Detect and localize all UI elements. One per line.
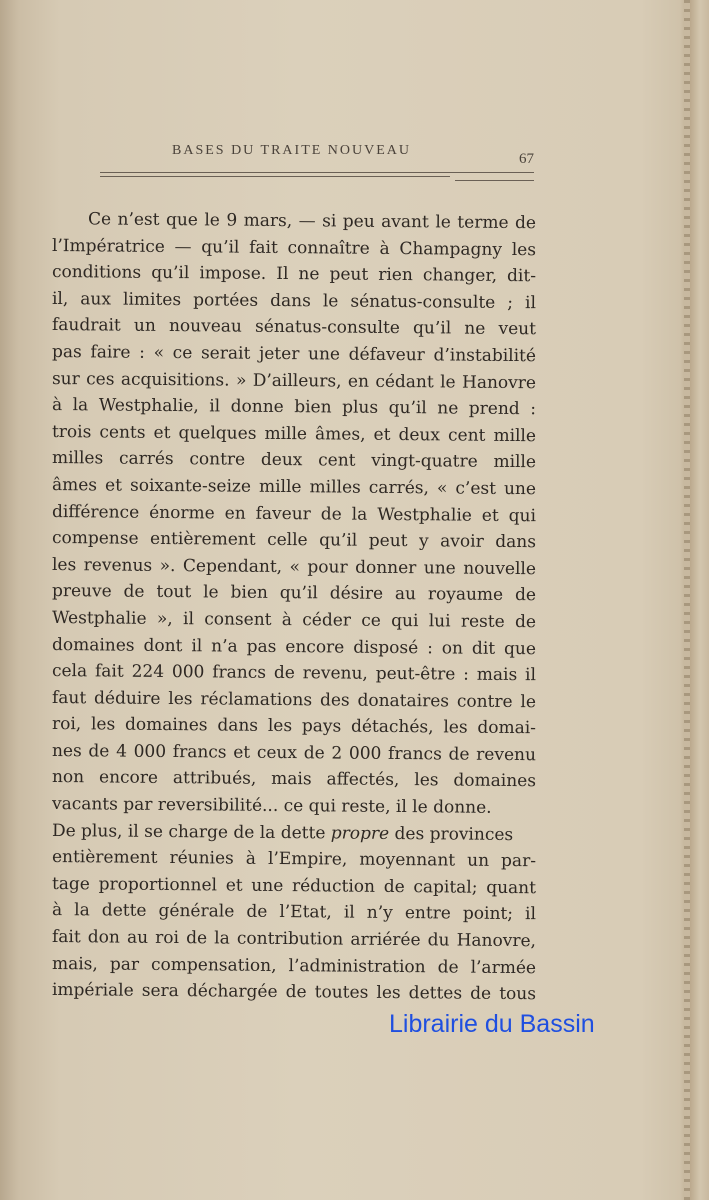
text-line: l’Impératrice — qu’il fait connaître à Champagny les [51,235,537,260]
body-text [52,206,536,1004]
header-rule [100,172,534,173]
text-line: à la Westphalie, il donne bien plus qu’il ne prend : [51,395,537,420]
text-line: preuve de tout le bien qu’il désire au royaume de [51,581,537,606]
page-edge [684,0,690,1200]
header-rule-double [100,176,450,177]
text-line: les revenus ». Cependant, « pour donner une nouvelle [51,554,537,579]
text-line: Ce n’est que le 9 mars, — si peu avant le terme de [87,209,537,234]
text-line: Westphalie », il consent à céder ce qui lui reste de [51,607,537,633]
text-line: domaines dont il n’a pas encore disposé : on dit que [51,634,537,659]
text-line: âmes et soixante-seize mille milles carrés, « c’est une [51,474,537,500]
italic-word: propre [330,823,390,844]
text-line: entièrement réunies à l’Empire, moyennant un par- [51,847,537,872]
text-line: roi, les domaines dans les pays détachés, les domai- [51,714,537,739]
text-line: impériale sera déchargée de toutes les dettes de tous [51,980,537,1005]
text-line: non encore attribués, mais affectés, les domaines [51,767,537,792]
text-line: sur ces acquisitions. » D’ailleurs, en cédant le Hanovre [51,368,537,393]
text-line: faudrait un nouveau sénatus-consulte qu’il ne veut [51,315,537,340]
page-number: 67 [519,151,534,167]
text-line: pas faire : « ce serait jeter une défaveur d’instabilité [51,341,537,367]
text-line: tage proportionnel et une réduction de capital; quant [51,873,537,899]
text-line: différence énorme en faveur de la Westphalie et qui [51,501,537,526]
text-fragment: De plus, il se charge de la dette [51,820,331,844]
text-line: vacants par reversibilité... ce qui reste, il le donne. [51,794,492,818]
running-header: BASES DU TRAITE NOUVEAU [172,143,412,158]
text-line: compense entièrement celle qu’il peut y avoir dans [51,528,537,553]
text-line: à la dette générale de l’Etat, il n’y entre point; il [51,900,537,925]
text-line: il, aux limites portées dans le sénatus-consulte ; il [51,288,537,314]
text-line: nes de 4 000 francs et ceux de 2 000 francs de revenu [51,740,537,766]
text-line: cela fait 224 000 francs de revenu, peut-être : mais il [51,661,537,686]
text-line: faut déduire les réclamations des donataires contre le [51,687,537,712]
header-rule-double [455,180,534,181]
text-line: conditions qu’il impose. Il ne peut rien changer, dit- [51,262,537,287]
text-line: fait don au roi de la contribution arriérée du Hanovre, [51,927,537,952]
text-fragment: des provinces [389,823,514,845]
text-line: milles carrés contre deux cent vingt-quatre mille [51,448,537,473]
text-line: trois cents et quelques mille âmes, et deux cent mille [51,421,537,446]
text-line: mais, par compensation, l’administration de l’armée [51,953,537,978]
watermark: Librairie du Bassin [389,1010,595,1038]
